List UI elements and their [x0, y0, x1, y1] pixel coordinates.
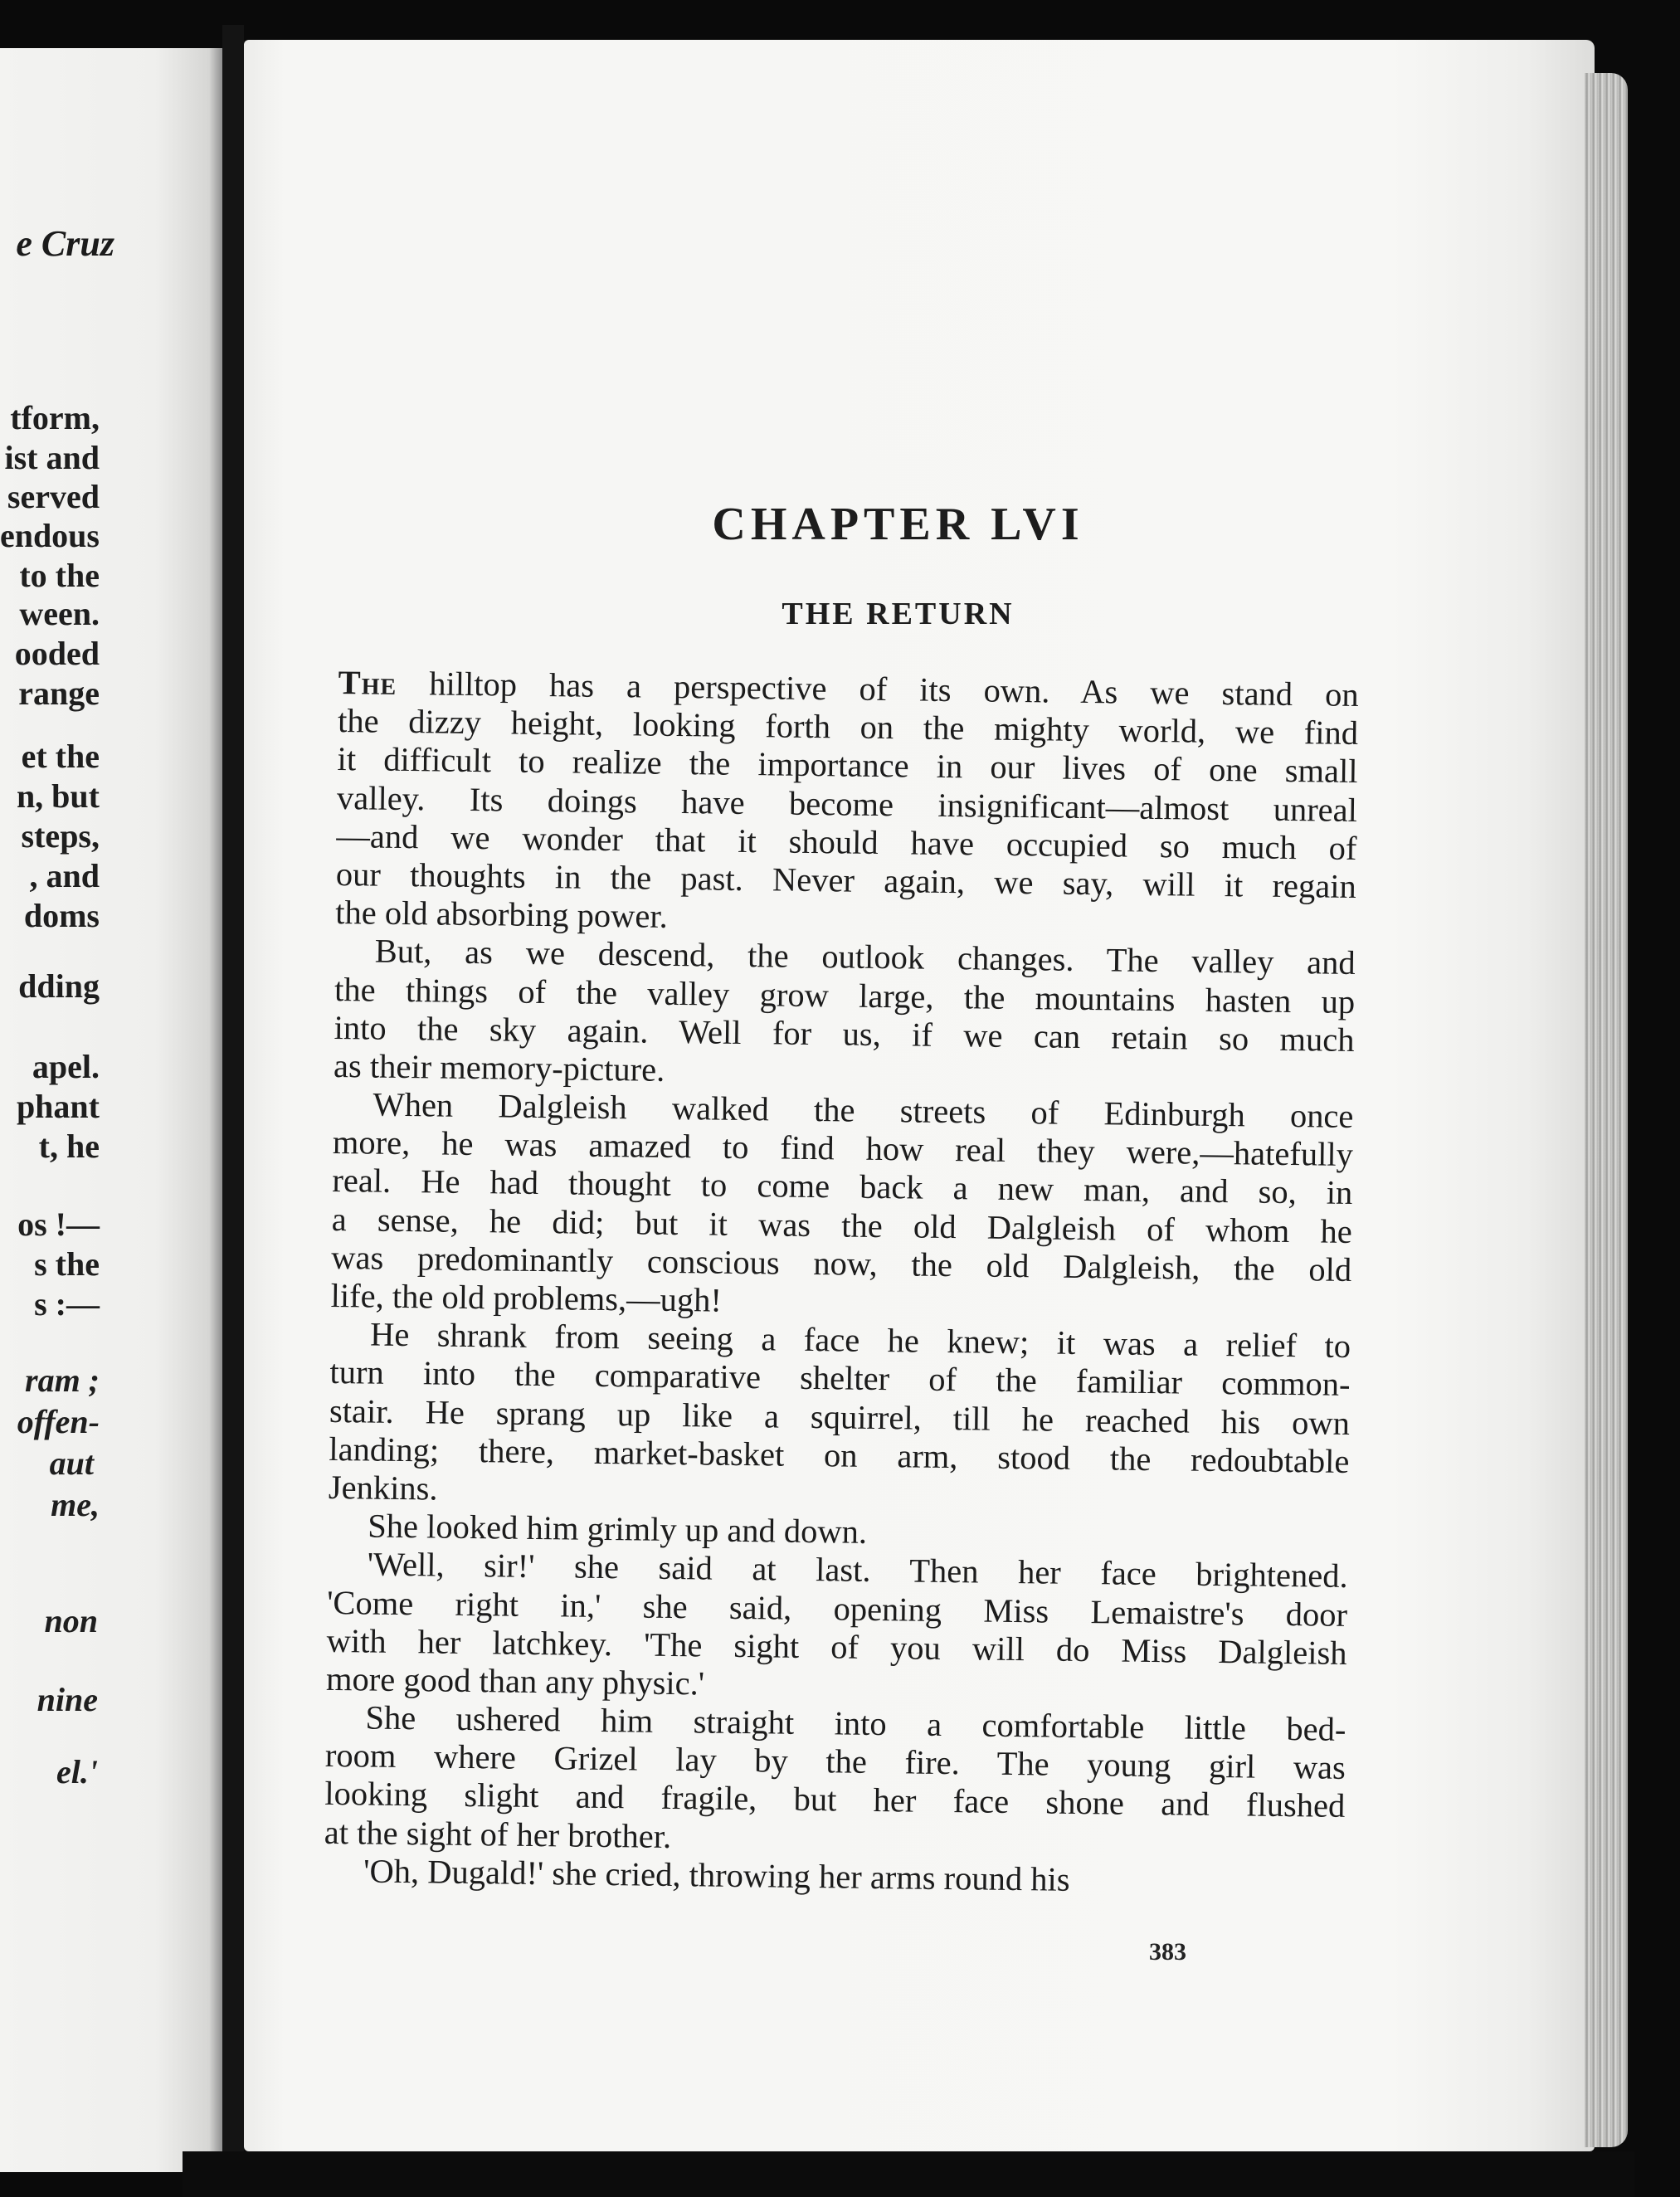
previous-page-line: el.' — [56, 1753, 98, 1790]
previous-page-line: phant — [16, 1088, 100, 1125]
body-line: a sense, he did; but it was the old Dalgleish of whom he — [331, 1200, 1353, 1250]
previous-page-line: to the — [19, 557, 100, 594]
previous-page-line: dding — [18, 967, 100, 1005]
body-line: room where Grizel lay by the fire. The young girl was — [324, 1737, 1346, 1787]
scan-bottom-edge — [183, 2151, 1634, 2197]
previous-page-line: ist and — [4, 439, 100, 476]
body-line: more good than any physic.' — [325, 1659, 705, 1703]
body-line: She ushered him straight into a comfortable little bed- — [365, 1698, 1346, 1748]
body-line: She looked him grimly up and down. — [368, 1507, 868, 1551]
previous-page-line: ween. — [19, 595, 100, 632]
chapter-title: CHAPTER LVI — [712, 499, 1084, 550]
body-line: 'Come right in,' she said, opening Miss Lemaistre's door — [326, 1583, 1348, 1634]
body-line: stair. He sprang up like a squirrel, till he reached his own — [329, 1391, 1351, 1442]
previous-page-line: served — [7, 478, 100, 515]
body-line: into the sky again. Well for us, if we can retain so much — [334, 1008, 1355, 1059]
previous-page-line: t, he — [38, 1128, 100, 1165]
body-line: the dizzy height, looking forth on the mighty world, we find — [337, 702, 1359, 753]
chapter-body — [324, 664, 1359, 1902]
small-caps-lead: The — [338, 664, 397, 702]
previous-page-line: s the — [34, 1245, 100, 1283]
page-number: 383 — [1149, 1938, 1186, 1966]
body-line: as their memory-picture. — [333, 1046, 665, 1089]
body-line: looking slight and fragile, but her face shone and flushed — [324, 1775, 1346, 1825]
previous-page-line: steps, — [21, 817, 100, 855]
body-line: When Dalgleish walked the streets of Edinburgh once — [373, 1085, 1354, 1136]
previous-page-line: n, but — [16, 777, 100, 815]
body-line: was predominantly conscious now, the old Dalgleish, the old — [330, 1238, 1352, 1288]
body-line: with her latchkey. 'The sight of you will do Miss Dalgleish — [326, 1621, 1347, 1672]
body-line: 'Well, sir!' she said at last. Then her face brightened. — [367, 1545, 1348, 1595]
body-line: life, the old problems,—ugh! — [330, 1276, 723, 1319]
body-line: the things of the valley grow large, the mountains hasten up — [334, 970, 1356, 1021]
previous-page-line: range — [18, 675, 100, 712]
previous-page-line: offen- — [17, 1403, 100, 1440]
body-line: 'Oh, Dugald!' she cried, throwing her arms round his — [363, 1852, 1070, 1898]
body-line: at the sight of her brother. — [324, 1813, 672, 1855]
body-line: valley. Its doings have become insignificant—almost unreal — [336, 778, 1358, 829]
body-line: turn into the comparative shelter of the familiar common- — [329, 1353, 1351, 1404]
body-line: it difficult to realize the importance in our lives of one small — [337, 740, 1358, 791]
body-line: real. He had thought to come back a new man, and so, in — [332, 1162, 1353, 1212]
body-line: Jenkins. — [328, 1468, 438, 1508]
previous-page-line: os !— — [17, 1206, 100, 1243]
body-line: more, he was amazed to find how real they were,—hatefully — [332, 1123, 1354, 1174]
chapter-subtitle: THE RETURN — [782, 597, 1015, 631]
body-line: He shrank from seeing a face he knew; it was a relief to — [369, 1315, 1351, 1366]
previous-page-line: s :— — [34, 1285, 100, 1323]
book-gutter — [222, 25, 244, 2182]
previous-page-running-head: e Cruz — [16, 223, 114, 264]
previous-page-line: apel. — [32, 1048, 100, 1085]
body-line: landing; there, market-basket on arm, stood the redoubtable — [329, 1430, 1350, 1480]
body-line: But, as we descend, the outlook changes. The valley and — [374, 932, 1356, 982]
previous-page-line: aut — [49, 1444, 94, 1482]
body-line-text: hilltop has a perspective of its own. As we stand on — [396, 664, 1359, 714]
previous-page-line: et the — [21, 738, 100, 775]
previous-page-line: ooded — [14, 635, 100, 672]
previous-page-line: endous — [0, 517, 100, 554]
previous-page — [0, 48, 222, 2172]
previous-page-line: nine — [37, 1681, 98, 1718]
body-line: —and we wonder that it should have occupied so much of — [336, 816, 1357, 867]
previous-page-line: non — [44, 1602, 98, 1639]
body-line: our thoughts in the past. Never again, we say, will it regain — [335, 855, 1357, 905]
previous-page-line: , and — [29, 857, 100, 894]
body-line: the old absorbing power. — [335, 894, 669, 935]
previous-page-line: tform, — [10, 399, 100, 436]
previous-page-line: ram ; — [25, 1362, 100, 1399]
previous-page-line: doms — [23, 897, 100, 934]
previous-page-line: me, — [51, 1486, 100, 1523]
page-fore-edge — [1585, 73, 1628, 2147]
